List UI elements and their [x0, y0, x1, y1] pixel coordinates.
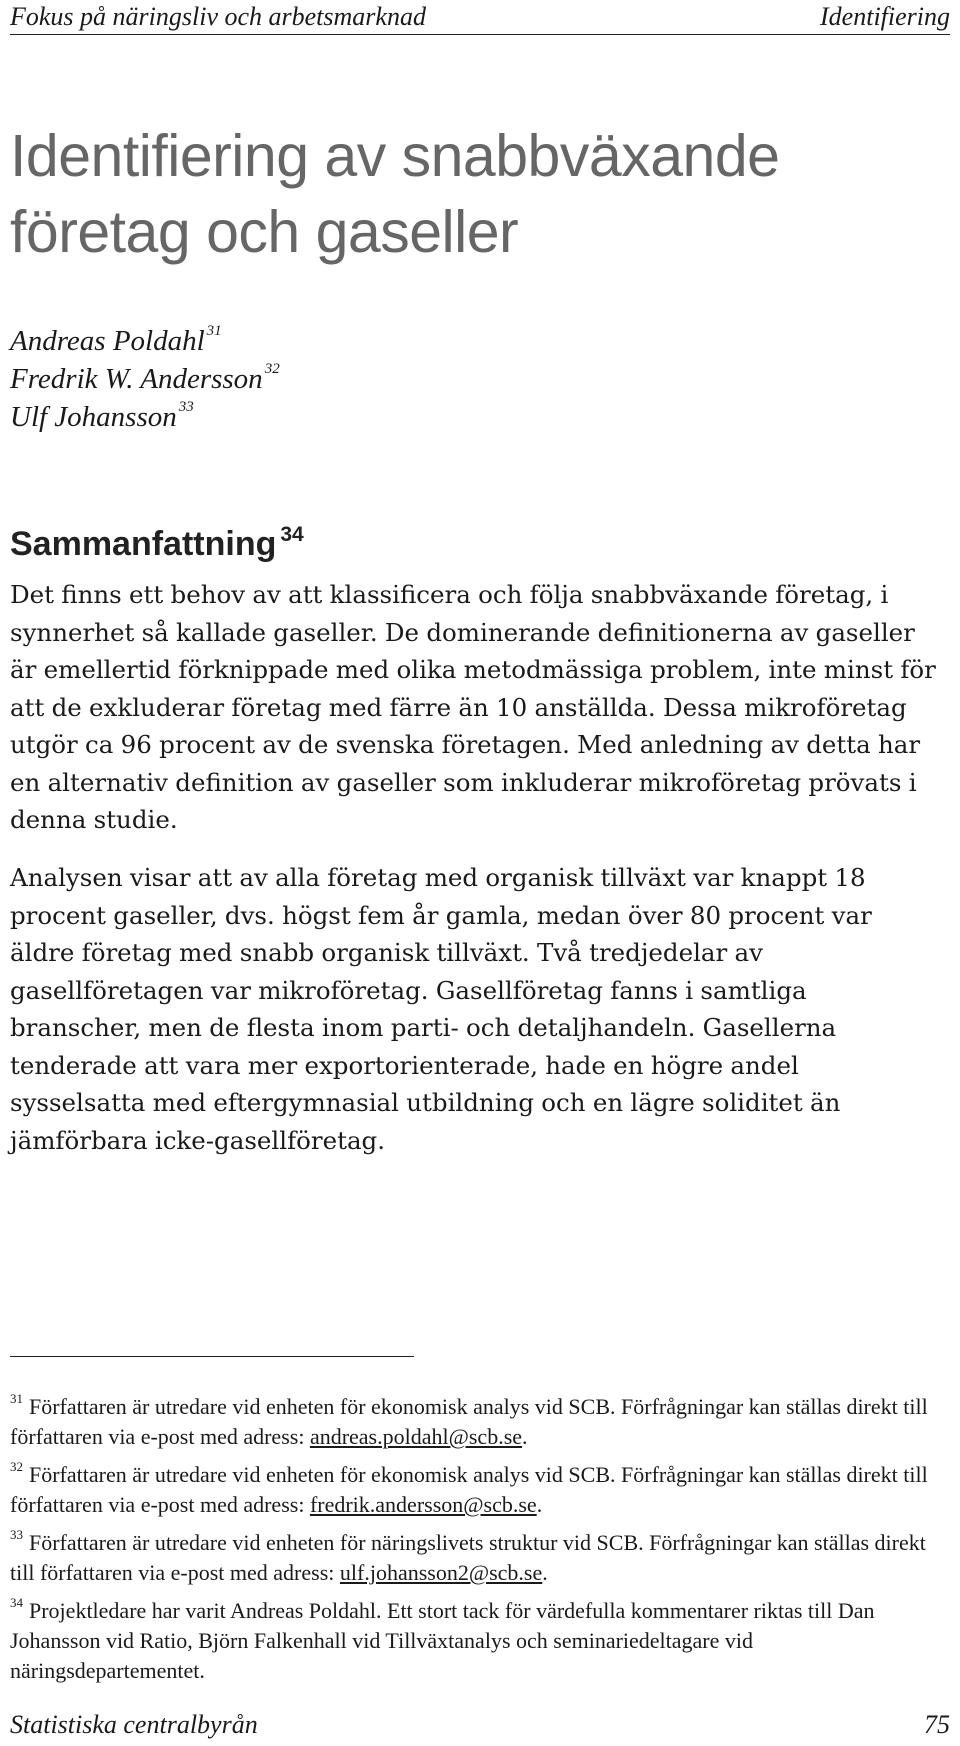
title-line-1: Identifiering av snabbväxande [10, 123, 780, 189]
section-heading-text: Sammanfattning [10, 525, 277, 563]
email-link[interactable]: fredrik.andersson@scb.se [309, 1492, 537, 1517]
running-header [10, 0, 950, 35]
footnote-ref[interactable]: 33 [178, 399, 194, 416]
author [10, 398, 280, 436]
footnote-end: . [542, 1560, 548, 1585]
footer-publisher: Statistiska centralbyrån [10, 1710, 258, 1739]
author-name: Andreas Poldahl [10, 325, 205, 357]
footnote-text: Författaren är utredare vid enheten för ekonomisk analys vid SCB. Förfrågningar kan ställas direkt till författaren via e-post med adress: [10, 1394, 928, 1449]
footnote [10, 1392, 950, 1452]
footnote-number: 33 [10, 1526, 23, 1542]
body-paragraph: Analysen visar att av alla företag med organisk tillväxt var knappt 18 procent gaseller, dvs. högst fem år gamla, medan över 80 procent var äldre företag med snabb organisk tillväxt. Två tredjedelar av gasellföretagen var mikroföretag. Gasellföretag fanns i samtliga branscher, men de flesta inom parti- och detaljhandeln. Gasellerna tenderade att vara mer exportorienterade, hade en högre andel sysselsatta med eftergymnasial utbildning och en lägre soliditet än jämförbara icke-gasellföretag. [10, 863, 872, 1155]
page-number: 75 [924, 1710, 950, 1739]
header-publication: Fokus på näringsliv och arbetsmarknad [10, 2, 426, 31]
email-link[interactable]: ulf.johansson2@scb.se [339, 1560, 543, 1585]
footnote-number: 32 [10, 1458, 23, 1474]
footnote-text: Författaren är utredare vid enheten för näringslivets struktur vid SCB. Förfrågningar kan ställas direkt till författaren via e-post med adress: [10, 1530, 926, 1585]
email-link[interactable]: andreas.poldahl@scb.se [309, 1424, 523, 1449]
running-footer [10, 1708, 950, 1742]
footnote-ref[interactable]: 32 [264, 361, 280, 378]
footnote [10, 1596, 950, 1686]
footnote-text: Projektledare har varit Andreas Poldahl. Ett stort tack för värdefulla kommentarer riktas till Dan Johansson vid Ratio, Björn Falkenhall vid Tillväxtanalys och seminariedeltagare vid näringsdepartementet. [10, 1598, 875, 1683]
footnotes [10, 1392, 950, 1694]
footnote-ref[interactable]: 31 [206, 323, 222, 340]
author [10, 360, 280, 398]
section-heading [10, 522, 304, 564]
author-name: Fredrik W. Andersson [10, 363, 263, 395]
article-title [10, 118, 910, 270]
footnote-end: . [536, 1492, 543, 1517]
footnote-text: Författaren är utredare vid enheten för ekonomisk analys vid SCB. Förfrågningar kan ställas direkt till författaren via e-post med adress: [10, 1462, 928, 1517]
author-list [10, 322, 280, 436]
title-line-2: företag och gaseller [10, 199, 519, 265]
header-chapter: Identifiering [820, 2, 950, 31]
author [10, 322, 280, 360]
author-name: Ulf Johansson [10, 401, 177, 433]
footnote [10, 1460, 950, 1520]
footnote-number: 31 [10, 1390, 23, 1406]
footnote-divider [10, 1356, 414, 1357]
footnote-number: 34 [10, 1594, 23, 1610]
footnote [10, 1528, 950, 1588]
footnote-ref[interactable]: 34 [280, 522, 304, 546]
footnote-end: . [522, 1424, 528, 1449]
body-paragraph: Det finns ett behov av att klassificera och följa snabbväxande företag, i synnerhet så kallade gaseller. De dominerande definitionerna av gaseller är emellertid förknippade med olika metodmässiga problem, inte minst för att de exkluderar företag med färre än 10 anställda. Dessa mikroföretag utgör ca 96 procent av de svenska företagen. Med anledning av detta har en alternativ definition av gaseller som inkluderar mikroföretag prövats i denna studie. [10, 580, 936, 834]
